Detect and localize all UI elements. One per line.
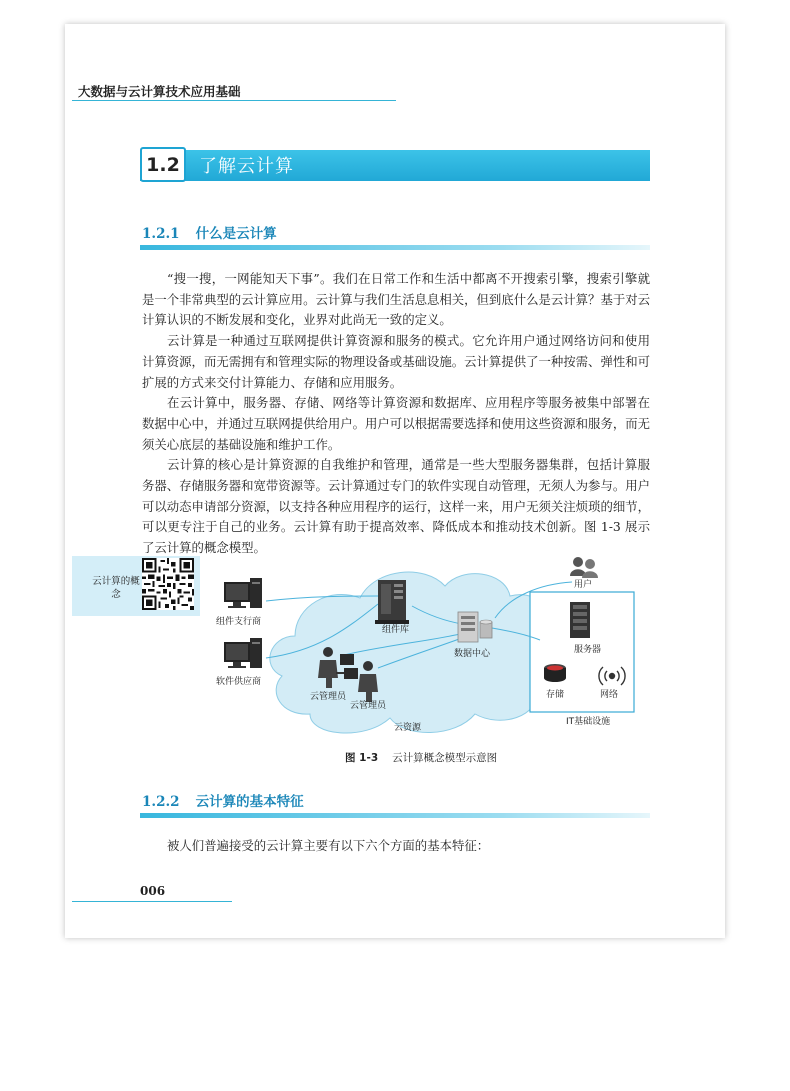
qr-note-label: 云计算的概念 — [92, 576, 140, 600]
footer-rule — [72, 901, 232, 902]
subsection-heading-1 — [142, 222, 277, 242]
body-text — [142, 269, 650, 559]
subsection-rule-2 — [140, 813, 650, 818]
subsection-title: 云计算的基本特征 — [195, 794, 304, 810]
storage-icon — [544, 664, 566, 682]
paragraph: 云计算的核心是计算资源的自我维护和管理，通常是一些大型服务器集群，包括计算服务器、存储服务器和宽带资源等。云计算通过专门的软件实现自动管理，无须人为参与。用户可以动态申请部分资源，以支持各种应用程序的运行，这样一来，用户无须关注烦琐的细节，可以更专注于自己的业务。云计算有助于提高效率、降低成本和推动技术创新。图 1-3 展示了云计算的概念模型。 — [142, 457, 651, 556]
server-tower-icon — [375, 580, 409, 624]
subsection-heading-2 — [142, 790, 304, 810]
label-storage: 存储 — [546, 690, 565, 700]
subsection-number: 1.2.1 — [142, 226, 180, 242]
subsection-number: 1.2.2 — [142, 794, 180, 810]
paragraph: “搜一搜，一网能知天下事”。我们在日常工作和生活中都离不开搜索引擎，搜索引擎就是一个非常典型的云计算应用。云计算与我们生活息息相关，但到底什么是云计算？基于对云计算认识的不断发展和变化，业界对此尚无一致的定义。 — [142, 271, 651, 328]
qr-code-icon — [142, 558, 194, 610]
header-rule — [72, 100, 396, 101]
paragraph: 在云计算中，服务器、存储、网络等计算资源和数据库、应用程序等服务被集中部署在数据中心中，并通过互联网提供给用户。用户可以根据需要选择和使用这些资源和服务，而无须关心底层的基础设施和维护工作。 — [142, 395, 651, 452]
subsection-title: 什么是云计算 — [195, 226, 277, 242]
label-cloud-admin-1: 云管理员 — [310, 692, 347, 702]
label-it-infrastructure: IT基础设施 — [566, 717, 611, 727]
figure-caption-text: 云计算概念模型示意图 — [392, 752, 498, 764]
running-header: 大数据与云计算技术应用基础 — [78, 84, 241, 99]
server-rack-icon — [570, 602, 590, 638]
section-title: 了解云计算 — [199, 156, 294, 177]
cloud-shape — [270, 572, 561, 733]
label-server: 服务器 — [574, 645, 602, 655]
label-network: 网络 — [600, 690, 619, 700]
label-cloud-admin-2: 云管理员 — [350, 701, 387, 711]
label-component-library: 组件库 — [382, 625, 410, 635]
cloud-concept-figure — [200, 556, 652, 748]
label-cloud-resources: 云资源 — [394, 723, 422, 733]
paragraph: 云计算是一种通过互联网提供计算资源和服务的模式。它允许用户通过网络访问和使用计算资源，而无需拥有和管理实际的物理设备或基础设施。云计算提供了一种按需、弹性和可扩展的方式来交付计算能力、存储和应用服务。 — [142, 333, 651, 390]
user-group-icon — [570, 557, 598, 578]
label-software-vendor: 软件供应商 — [216, 677, 262, 687]
label-user: 用户 — [574, 580, 593, 590]
subsection-rule-1 — [140, 245, 650, 250]
figure-caption — [345, 750, 497, 765]
monitor-icon — [224, 638, 262, 668]
section-number: 1.2 — [140, 147, 186, 182]
paragraph: 被人们普遍接受的云计算主要有以下六个方面的基本特征： — [167, 838, 490, 853]
label-component-vendor: 组件支行商 — [216, 617, 262, 627]
figure-caption-number: 图 1-3 — [345, 752, 379, 764]
monitor-icon — [224, 578, 262, 608]
body-text-2 — [142, 836, 650, 857]
page-number: 006 — [140, 884, 166, 898]
label-data-center: 数据中心 — [454, 649, 491, 659]
